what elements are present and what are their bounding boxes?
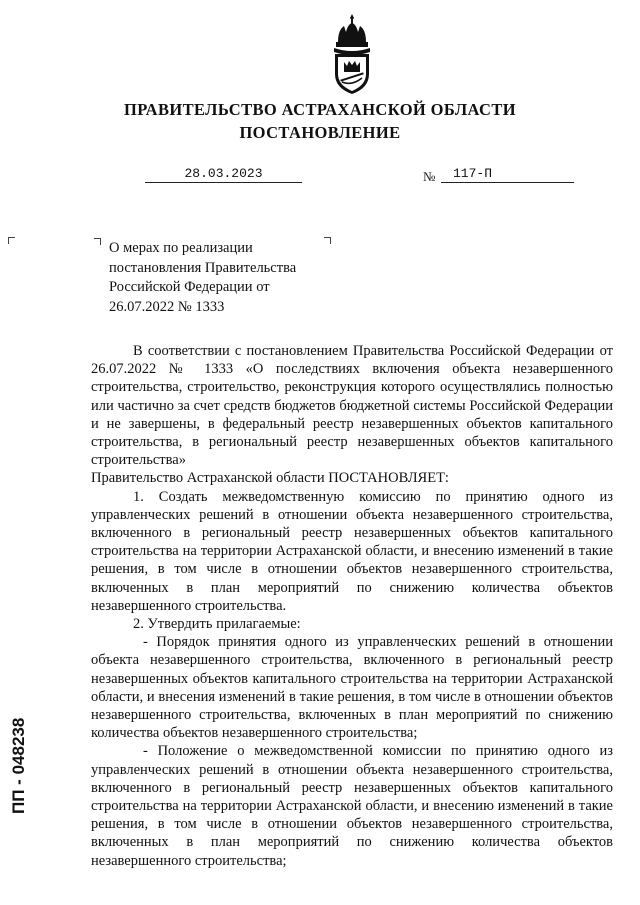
item-2-paragraph: 2. Утвердить прилагаемые:: [133, 616, 301, 633]
coat-of-arms-icon: [324, 12, 380, 96]
resolution-paragraph: Правительство Астраханской области ПОСТАНОВЛЯЕТ:: [91, 470, 449, 487]
document-body: [91, 342, 613, 870]
serial-number: 048238: [9, 717, 28, 775]
corner-mark-icon: [8, 237, 15, 244]
document-type: ПОСТАНОВЛЕНИЕ: [239, 123, 401, 142]
document-number: 117-П: [441, 166, 574, 183]
government-name: ПРАВИТЕЛЬСТВО АСТРАХАНСКОЙ ОБЛАСТИ: [124, 100, 516, 119]
number-sign: №: [423, 169, 436, 184]
item-2-procedure-paragraph: - Порядок принятия одного из управленческих решений в отношении объекта незавершенного строительства, включенного в региональный реестр незавершенных объектов капитального строительства на территории Астраханской области, и внесения изменений в такие решения, в том числе в отношении объектов незавершенного строительства, включенных в план мероприятий по снижению количества объектов незавершенного строительства;: [91, 634, 613, 742]
serial-series: ПП: [9, 789, 28, 814]
form-serial-number: ПП - 048238: [7, 778, 31, 814]
preamble-paragraph: В соответствии с постановлением Правительства Российской Федерации от 26.07.2022 № 1333 «О последствиях включения объекта незавершенного строительства, строительство, реконструкция которого осуществлялись полностью или частично за счет средств бюджетов бюджетной системы Российской Федерации и не завершены, в федеральный реестр незавершенных объектов капитального строительства, в региональный реестр незавершенных объектов капитального строительства»: [91, 343, 613, 469]
document-subject: О мерах по реализации постановления Правительства Российской Федерации от 26.07.2022 № 1333: [109, 240, 297, 315]
document-date: 28.03.2023: [145, 166, 302, 183]
item-2-regulation-paragraph: - Положение о межведомственной комиссии по принятию одного из управленческих решений в отношении объекта незавершенного строительства, включенного в региональный реестр незавершенных объектов капитального строительства на территории Астраханской области, и внесению изменений в такие решения, в том числе в отношении объектов незавершенного строительства, включенных в план мероприятий по снижению количества объектов незавершенного строительства;: [91, 743, 613, 869]
item-1-paragraph: 1. Создать межведомственную комиссию по принятию одного из управленческих решений в отношении объекта незавершенного строительства, включенного в региональный реестр незавершенных объектов капитального строительства на территории Астраханской области, и внесению изменений в такие решения, в том числе в отношении объектов незавершенного строительства, включенных в план мероприятий по снижению количества объектов незавершенного строительства.: [91, 488, 613, 614]
corner-mark-icon: [94, 238, 101, 245]
